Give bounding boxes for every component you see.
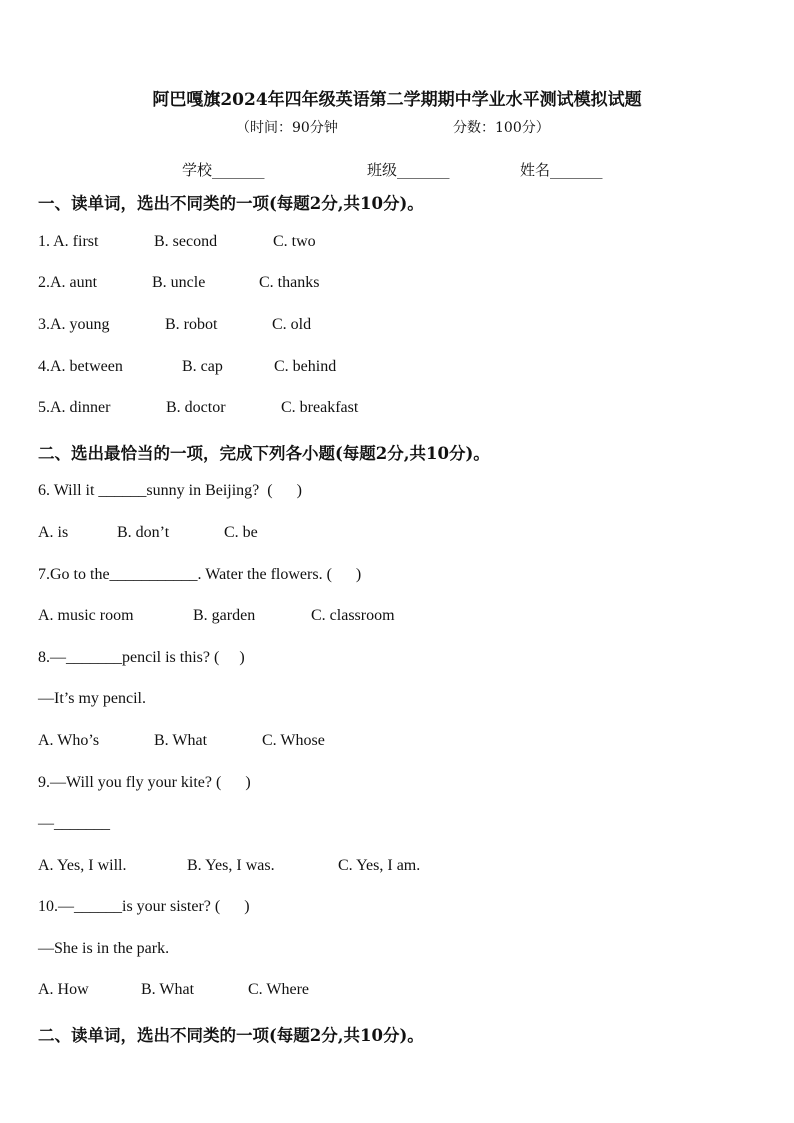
q5-option-c: C. breakfast xyxy=(281,399,359,416)
name-field: 姓名_______ xyxy=(520,161,603,179)
q4-option-b: B. cap xyxy=(182,358,223,375)
exam-title: 阿巴嘎旗2024年四年级英语第二学期期中学业水平测试模拟试题 xyxy=(152,90,642,110)
q7-option-c: C. classroom xyxy=(311,607,395,624)
question-8-answer: —It’s my pencil. xyxy=(38,690,146,707)
q3-option-c: C. old xyxy=(272,316,312,333)
exam-score: 分数：100分） xyxy=(453,120,550,136)
q4-option-c: C. behind xyxy=(274,358,337,375)
question-6: 6. Will it ______sunny in Beijing? ( ) xyxy=(38,482,302,499)
q3-option-b: B. robot xyxy=(165,316,218,333)
question-9-options xyxy=(38,857,738,929)
q3-option-a: 3.A. young xyxy=(38,316,110,333)
question-10-answer: —She is in the park. xyxy=(38,940,170,957)
q9-option-b: B. Yes, I was. xyxy=(187,857,275,874)
q6-option-a: A. is xyxy=(38,524,69,541)
school-field: 学校_______ xyxy=(182,161,265,179)
section2-heading: 二、选出最恰当的一项，完成下列各小题(每题2分,共10分)。 xyxy=(38,444,490,463)
class-field: 班级_______ xyxy=(367,161,450,179)
q7-option-b: B. garden xyxy=(193,607,256,624)
q1-option-a: 1. A. first xyxy=(38,233,99,250)
q2-option-b: B. uncle xyxy=(152,274,206,291)
question-8: 8.—_______pencil is this? ( ) xyxy=(38,649,245,666)
section3-heading: 二、读单词，选出不同类的一项(每题2分,共10分)。 xyxy=(38,1026,424,1045)
q1-option-c: C. two xyxy=(273,233,316,250)
question-10: 10.—______is your sister? ( ) xyxy=(38,898,250,915)
q10-option-b: B. What xyxy=(141,981,195,998)
q6-option-b: B. don’t xyxy=(117,524,170,541)
q9-option-a: A. Yes, I will. xyxy=(38,857,127,874)
q5-option-a: 5.A. dinner xyxy=(38,399,111,416)
q5-option-b: B. doctor xyxy=(166,399,226,416)
q8-option-c: C. Whose xyxy=(262,732,325,749)
q7-option-a: A. music room xyxy=(38,607,134,624)
section1-heading: 一、读单词，选出不同类的一项(每题2分,共10分)。 xyxy=(38,194,424,213)
question-8-options xyxy=(38,732,738,804)
question-9-answer: —_______ xyxy=(38,815,110,832)
q6-option-c: C. be xyxy=(224,524,258,541)
question-7: 7.Go to the___________. Water the flowers. ( ) xyxy=(38,566,362,583)
question-9: 9.—Will you fly your kite? ( ) xyxy=(38,774,251,791)
exam-time: （时间：90分钟 xyxy=(236,120,338,136)
q8-option-b: B. What xyxy=(154,732,208,749)
question-6-options xyxy=(38,524,738,596)
q2-option-c: C. thanks xyxy=(259,274,320,291)
q1-option-b: B. second xyxy=(154,233,218,250)
q10-option-c: C. Where xyxy=(248,981,310,998)
q2-option-a: 2.A. aunt xyxy=(38,274,98,291)
q8-option-a: A. Who’s xyxy=(38,732,100,749)
q4-option-a: 4.A. between xyxy=(38,358,123,375)
q10-option-a: A. How xyxy=(38,981,89,998)
question-7-options xyxy=(38,607,738,679)
q9-option-c: C. Yes, I am. xyxy=(338,857,421,874)
